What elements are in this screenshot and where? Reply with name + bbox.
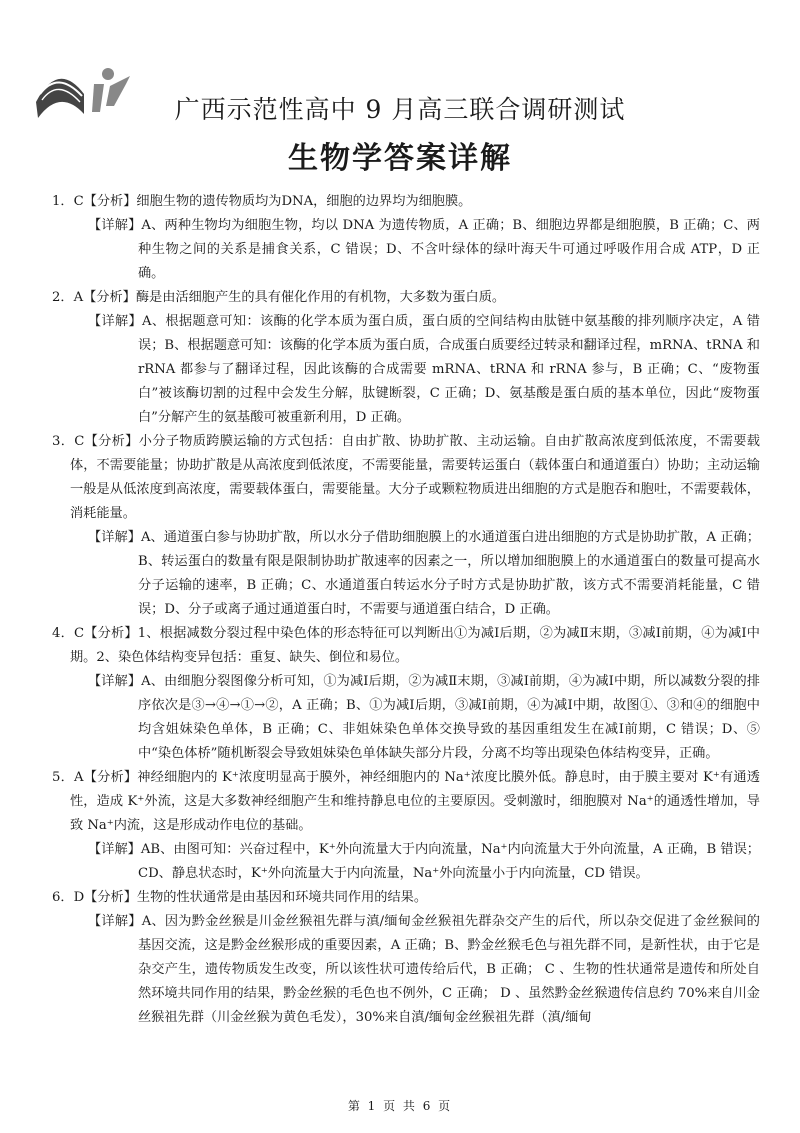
answer-analysis: 2．A【分析】酶是由活细胞产生的具有催化作用的有机物，大多数为蛋白质。	[52, 290, 506, 305]
answer-analysis: 1．C【分析】细胞生物的遗传物质均为DNA，细胞的边界均为细胞膜。	[52, 194, 472, 209]
answer-detail: 【详解】A、通道蛋白参与协助扩散，所以水分子借助细胞膜上的水通道蛋白进出细胞的方式是协助扩散，A 正确；B、转运蛋白的数量有限是限制协助扩散速率的因素之一，所以增加细胞膜上的水通道蛋白的数量可提高水分子运输的速率，B 正确；C、水通道蛋白转运水分子时方式是协助扩散，该方式不需要消耗能量，C 错误；D、分子或离子通过通道蛋白时，不需要与通道蛋白结合，D 正确。	[88, 530, 760, 617]
page-number: 第 1 页 共 6 页	[347, 1099, 453, 1113]
answer-analysis: 3．C【分析】小分子物质跨膜运输的方式包括：自由扩散、协助扩散、主动运输。自由扩散高浓度到低浓度，不需要载体，不需要能量；协助扩散是从高浓度到低浓度，不需要能量，需要转运蛋白（载体蛋白和通道蛋白）协助；主动运输一般是从低浓度到高浓度，需要载体蛋白，需要能量。大分子或颗粒物质进出细胞的方式是胞吞和胞吐，不需要载体，消耗能量。	[52, 434, 760, 521]
answer-item	[52, 766, 760, 886]
answer-item	[52, 886, 760, 1030]
answer-analysis: 4．C【分析】1、根据减数分裂过程中染色体的形态特征可以判断出①为减Ⅰ后期，②为减Ⅱ末期，③减Ⅰ前期，④为减Ⅰ中期。2、染色体结构变异包括：重复、缺失、倒位和易位。	[52, 626, 760, 665]
answer-analysis: 6．D【分析】生物的性状通常是由基因和环境共同作用的结果。	[52, 890, 428, 905]
document-title: 广西示范性高中 9 月高三联合调研测试	[174, 95, 626, 124]
answer-item	[52, 190, 760, 286]
answer-item	[52, 622, 760, 766]
answer-detail: 【详解】A、由细胞分裂图像分析可知，①为减Ⅰ后期，②为减Ⅱ末期，③减Ⅰ前期，④为减Ⅰ中期，所以减数分裂的排序依次是③→④→①→②，A 正确；B、①为减Ⅰ后期，③减Ⅰ前期，④为减Ⅰ中期，故图①、③和④的细胞中均含姐妹染色单体，B 正确；C、非姐妹染色单体交换导致的基因重组发生在减Ⅰ前期，C 错误；D、⑤中“染色体桥”随机断裂会导致姐妹染色单体缺失部分片段，分离不均等出现染色体结构变异，正确。	[88, 674, 760, 761]
answer-list	[52, 190, 760, 1030]
answer-detail: 【详解】A、两种生物均为细胞生物，均以 DNA 为遗传物质，A 正确；B、细胞边界都是细胞膜，B 正确；C、两种生物之间的关系是捕食关系，C 错误；D、不含叶绿体的绿叶海天牛可通过呼吸作用合成 ATP，D 正确。	[88, 218, 760, 281]
answer-detail: 【详解】A、根据题意可知：该酶的化学本质为蛋白质，蛋白质的空间结构由肽链中氨基酸的排列顺序决定，A 错误；B、根据题意可知：该酶的化学本质为蛋白质，合成蛋白质要经过转录和翻译过程，mRNA、tRNA 和 rRNA 都参与了翻译过程，因此该酶的合成需要 mRNA、tRNA 和 rRNA 参与，B 正确；C、“废物蛋白”被该酶切割的过程中会发生分解，肽键断裂，C 正确；D、氨基酸是蛋白质的基本单位，因此“废物蛋白”分解产生的氨基酸可被重新利用，D 正确。	[88, 314, 760, 425]
answer-item	[52, 430, 760, 622]
answer-detail: 【详解】AB、由图可知：兴奋过程中，K⁺外向流量大于内向流量，Na⁺内向流量大于外向流量，A 正确，B 错误；CD、静息状态时，K⁺外向流量大于内向流量，Na⁺外向流量小于内向流量，CD 错误。	[88, 842, 760, 881]
answer-analysis: 5．A【分析】神经细胞内的 K⁺浓度明显高于膜外，神经细胞内的 Na⁺浓度比膜外低。静息时，由于膜主要对 K⁺有通透性，造成 K⁺外流，这是大多数神经细胞产生和维持静息电位的主要原因。受刺激时，细胞膜对 Na⁺的通透性增加，导致 Na⁺内流，这是形成动作电位的基础。	[52, 770, 760, 833]
document-subtitle: 生物学答案详解	[288, 141, 512, 176]
answer-detail: 【详解】A、因为黔金丝猴是川金丝猴祖先群与滇/缅甸金丝猴祖先群杂交产生的后代，所以杂交促进了金丝猴间的基因交流，这是黔金丝猴形成的重要因素，A 正确；B、黔金丝猴毛色与祖先群不同，是新性状，由于它是杂交产生，遗传物质发生改变，所以该性状可遗传给后代，B 正确； C 、生物的性状通常是遗传和所处自然环境共同作用的结果，黔金丝猴的毛色也不例外，C 正确； D 、虽然黔金丝猴遗传信息约 70%来自川金丝猴祖先群（川金丝猴为黄色毛发），30%来自滇/缅甸金丝猴祖先群（滇/缅甸	[88, 914, 760, 1025]
answer-item	[52, 286, 760, 430]
